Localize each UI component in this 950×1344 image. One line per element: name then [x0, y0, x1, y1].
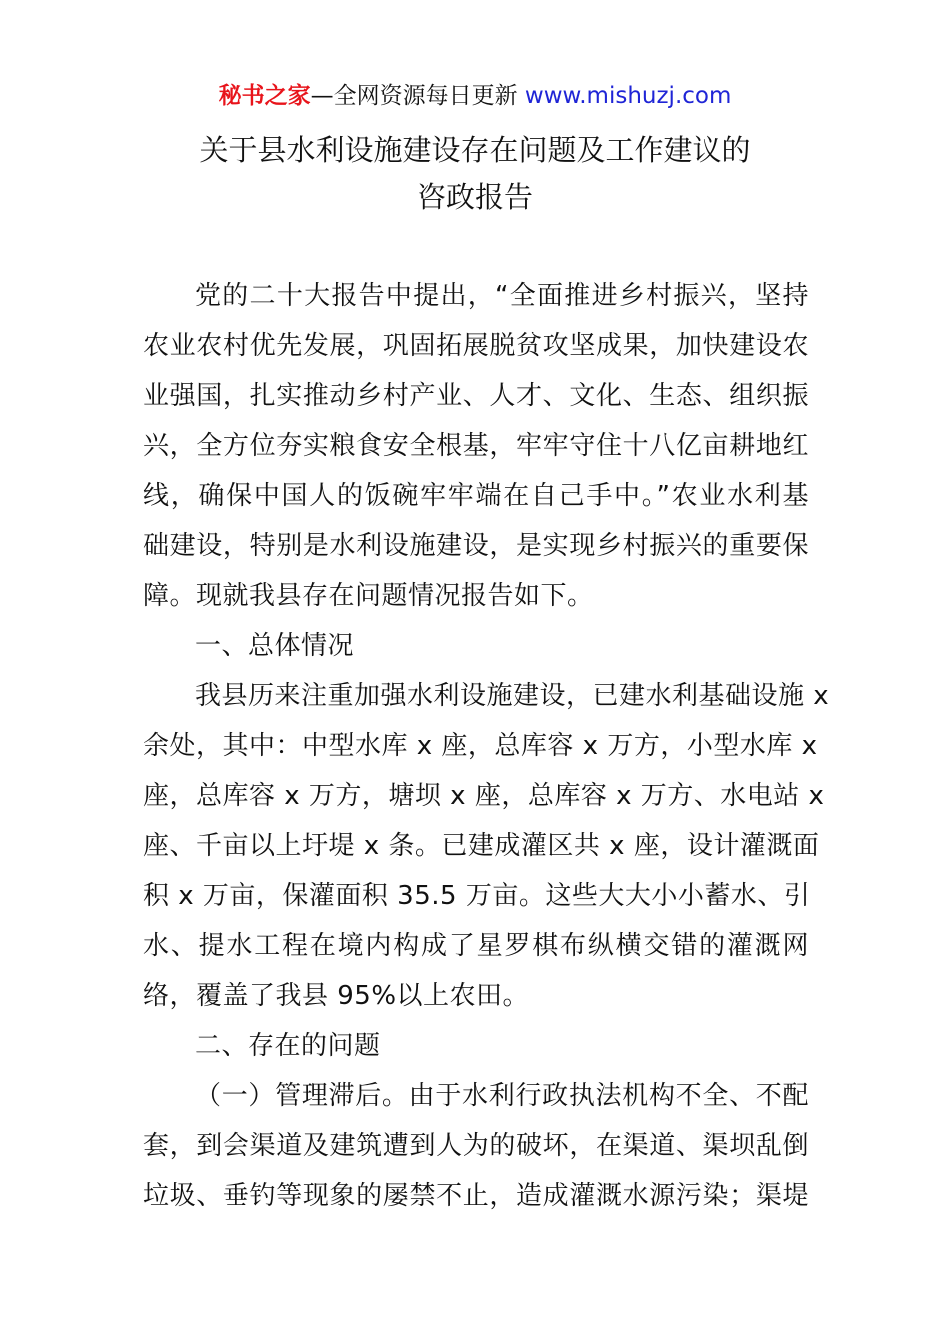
paragraph-2-line-1: 我县历来注重加强水利设施建设，已建水利基础设施 x	[195, 681, 830, 711]
paragraph-1-line-4: 兴，全方位夯实粮食安全根基，牢牢守住十八亿亩耕地红	[143, 431, 809, 461]
paragraph-2-line-3: 座，总库容 x 万方，塘坝 x 座，总库容 x 万方、水电站 x	[143, 781, 825, 811]
paragraph-1-line-3: 业强国，扎实推动乡村产业、人才、文化、生态、组织振	[143, 381, 809, 411]
paragraph-2-line-6: 水、提水工程在境内构成了星罗棋布纵横交错的灌溉网	[143, 931, 809, 961]
document-title-line-1: 关于县水利设施建设存在问题及工作建议的	[199, 133, 751, 167]
paragraph-1-line-1: 党的二十大报告中提出，“全面推进乡村振兴，坚持	[195, 281, 809, 311]
section-heading-problems: 二、存在的问题	[195, 1031, 381, 1061]
paragraph-2-line-4: 座、千亩以上圩堤 x 条。已建成灌区共 x 座，设计灌溉面	[143, 831, 820, 861]
paragraph-1-line-2: 农业农村优先发展，巩固拓展脱贫攻坚成果，加快建设农	[143, 331, 809, 361]
paragraph-2-line-2: 余处，其中：中型水库 x 座，总库容 x 万方，小型水库 x	[143, 731, 818, 761]
paragraph-3-line-1: （一）管理滞后。由于水利行政执法机构不全、不配	[195, 1081, 809, 1111]
document-title-line-2: 咨政报告	[416, 180, 533, 214]
paragraph-1-line-7: 障。现就我县存在问题情况报告如下。	[143, 581, 594, 611]
paragraph-1-line-5: 线，确保中国人的饭碗牢牢端在自己手中。”农业水利基	[143, 481, 809, 511]
paragraph-1-line-6: 础建设，特别是水利设施建设，是实现乡村振兴的重要保	[143, 531, 809, 561]
paragraph-3-line-3: 垃圾、垂钓等现象的屡禁不止，造成灌溉水源污染；渠堤	[143, 1181, 809, 1211]
header-tagline: —全网资源每日更新	[310, 83, 525, 109]
paragraph-3-line-2: 套，到会渠道及建筑遭到人为的破坏，在渠道、渠坝乱倒	[143, 1131, 809, 1161]
site-url-link[interactable]: www.mishuzj.com	[524, 83, 732, 109]
section-heading-overview: 一、总体情况	[195, 631, 355, 661]
paragraph-2-line-7: 络，覆盖了我县 95%以上农田。	[143, 981, 530, 1011]
site-header	[0, 80, 950, 112]
brand-name: 秘书之家	[218, 83, 311, 109]
paragraph-2-line-5: 积 x 万亩，保灌面积 35.5 万亩。这些大大小小蓄水、引	[143, 881, 811, 911]
